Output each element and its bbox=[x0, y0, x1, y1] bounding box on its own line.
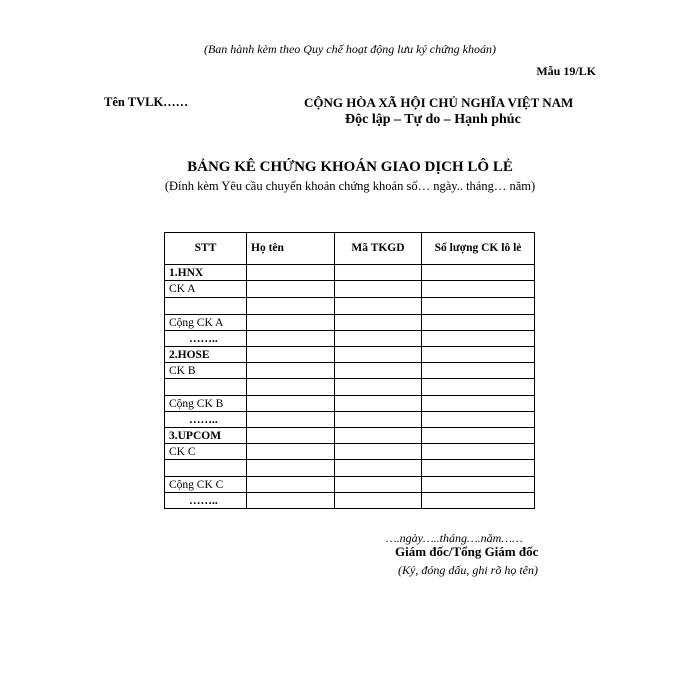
stt-cell: CK C bbox=[165, 444, 247, 460]
issued-note: (Ban hành kèm theo Quy chế hoạt động lưu ký chứng khoán) bbox=[203, 42, 496, 56]
stt-cell: CK B bbox=[165, 363, 247, 379]
member-name: Tên TVLK…… bbox=[104, 95, 189, 109]
form-code: Mẫu 19/LK bbox=[536, 64, 596, 78]
stt-cell: 1.HNX bbox=[165, 265, 247, 281]
empty-cell bbox=[335, 315, 422, 331]
empty-cell bbox=[247, 444, 335, 460]
header-full-name: Họ tên bbox=[247, 233, 335, 265]
empty-cell bbox=[422, 363, 535, 379]
signature-date-line: ….ngày…..tháng….năm…… bbox=[386, 531, 523, 545]
empty-cell bbox=[247, 265, 335, 281]
empty-cell bbox=[422, 298, 535, 315]
empty-cell bbox=[422, 428, 535, 444]
empty-cell bbox=[422, 396, 535, 412]
stt-cell bbox=[165, 460, 247, 477]
table-row bbox=[165, 265, 535, 281]
empty-cell bbox=[247, 493, 335, 509]
signature-role: Giám đốc/Tổng Giám đốc bbox=[395, 544, 539, 559]
stt-cell: 3.UPCOM bbox=[165, 428, 247, 444]
stt-cell: Cộng CK C bbox=[165, 477, 247, 493]
empty-cell bbox=[247, 281, 335, 298]
stt-cell: 2.HOSE bbox=[165, 347, 247, 363]
document-title: BẢNG KÊ CHỨNG KHOÁN GIAO DỊCH LÔ LẺ bbox=[187, 159, 513, 175]
empty-cell bbox=[247, 396, 335, 412]
empty-cell bbox=[335, 379, 422, 396]
table-row bbox=[165, 331, 535, 347]
empty-cell bbox=[422, 493, 535, 509]
empty-cell bbox=[422, 281, 535, 298]
empty-cell bbox=[335, 493, 422, 509]
empty-cell bbox=[247, 331, 335, 347]
table-row bbox=[165, 379, 535, 396]
empty-cell bbox=[335, 265, 422, 281]
table-row bbox=[165, 363, 535, 379]
empty-cell bbox=[247, 477, 335, 493]
empty-cell bbox=[335, 281, 422, 298]
empty-cell bbox=[422, 379, 535, 396]
stt-cell: …….. bbox=[165, 412, 247, 428]
empty-cell bbox=[247, 460, 335, 477]
table-row bbox=[165, 281, 535, 298]
table-row bbox=[165, 412, 535, 428]
signature-note: (Ký, đóng dấu, ghi rõ họ tên) bbox=[398, 563, 538, 577]
empty-cell bbox=[335, 363, 422, 379]
odd-lot-table bbox=[164, 232, 535, 509]
empty-cell bbox=[335, 428, 422, 444]
header-stt: STT bbox=[165, 233, 247, 265]
nation-heading: CỘNG HÒA XÃ HỘI CHỦ NGHĨA VIỆT NAM bbox=[304, 95, 574, 110]
empty-cell bbox=[422, 347, 535, 363]
national-motto: Độc lập – Tự do – Hạnh phúc bbox=[345, 112, 521, 127]
empty-cell bbox=[335, 396, 422, 412]
empty-cell bbox=[247, 298, 335, 315]
empty-cell bbox=[247, 347, 335, 363]
empty-cell bbox=[335, 444, 422, 460]
table-row bbox=[165, 347, 535, 363]
table-row bbox=[165, 428, 535, 444]
empty-cell bbox=[247, 379, 335, 396]
stt-cell: CK A bbox=[165, 281, 247, 298]
table-row bbox=[165, 460, 535, 477]
empty-cell bbox=[335, 460, 422, 477]
empty-cell bbox=[247, 428, 335, 444]
table-row bbox=[165, 396, 535, 412]
table-row bbox=[165, 493, 535, 509]
empty-cell bbox=[247, 315, 335, 331]
stt-cell bbox=[165, 298, 247, 315]
empty-cell bbox=[422, 460, 535, 477]
empty-cell bbox=[247, 363, 335, 379]
table-body bbox=[165, 265, 535, 509]
empty-cell bbox=[335, 412, 422, 428]
empty-cell bbox=[422, 444, 535, 460]
stt-cell bbox=[165, 379, 247, 396]
document-subtitle: (Đính kèm Yêu cầu chuyển khoản chứng khoán số… ngày.. tháng… năm) bbox=[164, 179, 536, 193]
table-row bbox=[165, 444, 535, 460]
empty-cell bbox=[335, 477, 422, 493]
table-row bbox=[165, 315, 535, 331]
table-row bbox=[165, 298, 535, 315]
empty-cell bbox=[247, 412, 335, 428]
empty-cell bbox=[422, 265, 535, 281]
stt-cell: …….. bbox=[165, 493, 247, 509]
empty-cell bbox=[335, 331, 422, 347]
empty-cell bbox=[335, 347, 422, 363]
table-header-row bbox=[165, 233, 535, 265]
header-odd-lot-quantity: Số lượng CK lô lẻ bbox=[422, 233, 535, 265]
empty-cell bbox=[422, 315, 535, 331]
empty-cell bbox=[335, 298, 422, 315]
header-account-code: Mã TKGD bbox=[335, 233, 422, 265]
stt-cell: Cộng CK A bbox=[165, 315, 247, 331]
table-row bbox=[165, 477, 535, 493]
empty-cell bbox=[422, 412, 535, 428]
empty-cell bbox=[422, 331, 535, 347]
empty-cell bbox=[422, 477, 535, 493]
stt-cell: Cộng CK B bbox=[165, 396, 247, 412]
stt-cell: …….. bbox=[165, 331, 247, 347]
